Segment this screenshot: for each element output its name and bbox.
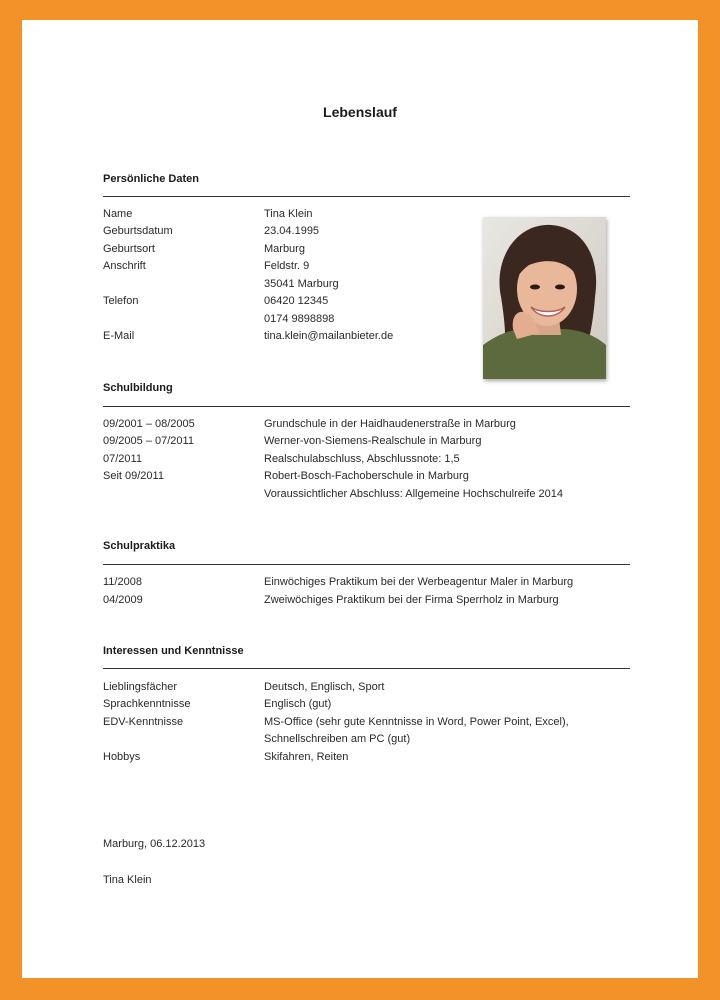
row-label: Geburtsdatum xyxy=(103,225,173,237)
row-value: Marburg xyxy=(264,243,305,255)
row-value: Realschulabschluss, Abschlussnote: 1,5 xyxy=(264,453,460,465)
section-heading-internships: Schulpraktika xyxy=(103,540,176,552)
section-heading-school: Schulbildung xyxy=(103,382,173,394)
row-label: Telefon xyxy=(103,295,139,307)
row-value: Schnellschreiben am PC (gut) xyxy=(264,733,411,745)
row-label: Hobbys xyxy=(103,751,141,763)
section-heading-personal: Persönliche Daten xyxy=(103,173,199,185)
row-label: Lieblingsfächer xyxy=(103,681,177,693)
row-label: Name xyxy=(103,208,133,220)
section-divider xyxy=(103,564,630,565)
row-label: 04/2009 xyxy=(103,594,143,606)
section-divider xyxy=(103,406,630,407)
row-label: 07/2011 xyxy=(103,453,142,465)
row-label: E-Mail xyxy=(103,330,135,342)
row-value: Feldstr. 9 xyxy=(264,260,310,272)
interest-row xyxy=(103,713,633,731)
row-value: Tina Klein xyxy=(264,208,313,220)
interest-row xyxy=(103,748,633,766)
row-value: Grundschule in der Haidhaudenerstraße in Marburg xyxy=(264,418,516,430)
row-label: Geburtsort xyxy=(103,243,155,255)
row-label: EDV-Kenntnisse xyxy=(103,716,184,728)
school-row xyxy=(103,450,633,468)
cv-page xyxy=(22,20,698,978)
school-row xyxy=(103,467,633,485)
document-title: Lebenslauf xyxy=(323,104,397,120)
section-heading-interests: Interessen und Kenntnisse xyxy=(103,645,244,657)
portrait-photo xyxy=(483,217,606,379)
row-label: 09/2001 – 08/2005 xyxy=(103,418,195,430)
row-value: 06420 12345 xyxy=(264,295,329,307)
internship-row xyxy=(103,573,633,591)
row-value: 23.04.1995 xyxy=(264,225,320,237)
row-value: Zweiwöchiges Praktikum bei der Firma Sperrholz in Marburg xyxy=(264,594,559,606)
row-value: 0174 9898898 xyxy=(264,313,335,325)
interest-row xyxy=(103,678,633,696)
section-divider xyxy=(103,196,630,197)
section-divider xyxy=(103,668,630,669)
row-value: Einwöchiges Praktikum bei der Werbeagentur Maler in Marburg xyxy=(264,576,574,588)
row-label: 11/2008 xyxy=(103,576,142,588)
row-value: Werner-von-Siemens-Realschule in Marburg xyxy=(264,435,482,447)
interest-row xyxy=(103,730,633,748)
place-date: Marburg, 06.12.2013 xyxy=(103,838,206,850)
internship-row xyxy=(103,591,633,609)
row-value: tina.klein@mailanbieter.de xyxy=(264,330,394,342)
row-label: Sprachkenntnisse xyxy=(103,698,191,710)
school-row xyxy=(103,432,633,450)
row-label: Seit 09/2011 xyxy=(103,470,164,482)
portrait-illustration xyxy=(483,217,606,379)
row-value: Voraussichtlicher Abschluss: Allgemeine Hochschulreife 2014 xyxy=(264,488,563,500)
row-label: 09/2005 – 07/2011 xyxy=(103,435,194,447)
row-value: Robert-Bosch-Fachoberschule in Marburg xyxy=(264,470,469,482)
school-row xyxy=(103,485,633,503)
row-value: MS-Office (sehr gute Kenntnisse in Word, Power Point, Excel), xyxy=(264,716,569,728)
row-value: Deutsch, Englisch, Sport xyxy=(264,681,385,693)
row-value: 35041 Marburg xyxy=(264,278,339,290)
interest-row xyxy=(103,695,633,713)
school-row xyxy=(103,415,633,433)
signature-name: Tina Klein xyxy=(103,874,152,886)
row-label: Anschrift xyxy=(103,260,146,272)
row-value: Skifahren, Reiten xyxy=(264,751,349,763)
row-value: Englisch (gut) xyxy=(264,698,332,710)
